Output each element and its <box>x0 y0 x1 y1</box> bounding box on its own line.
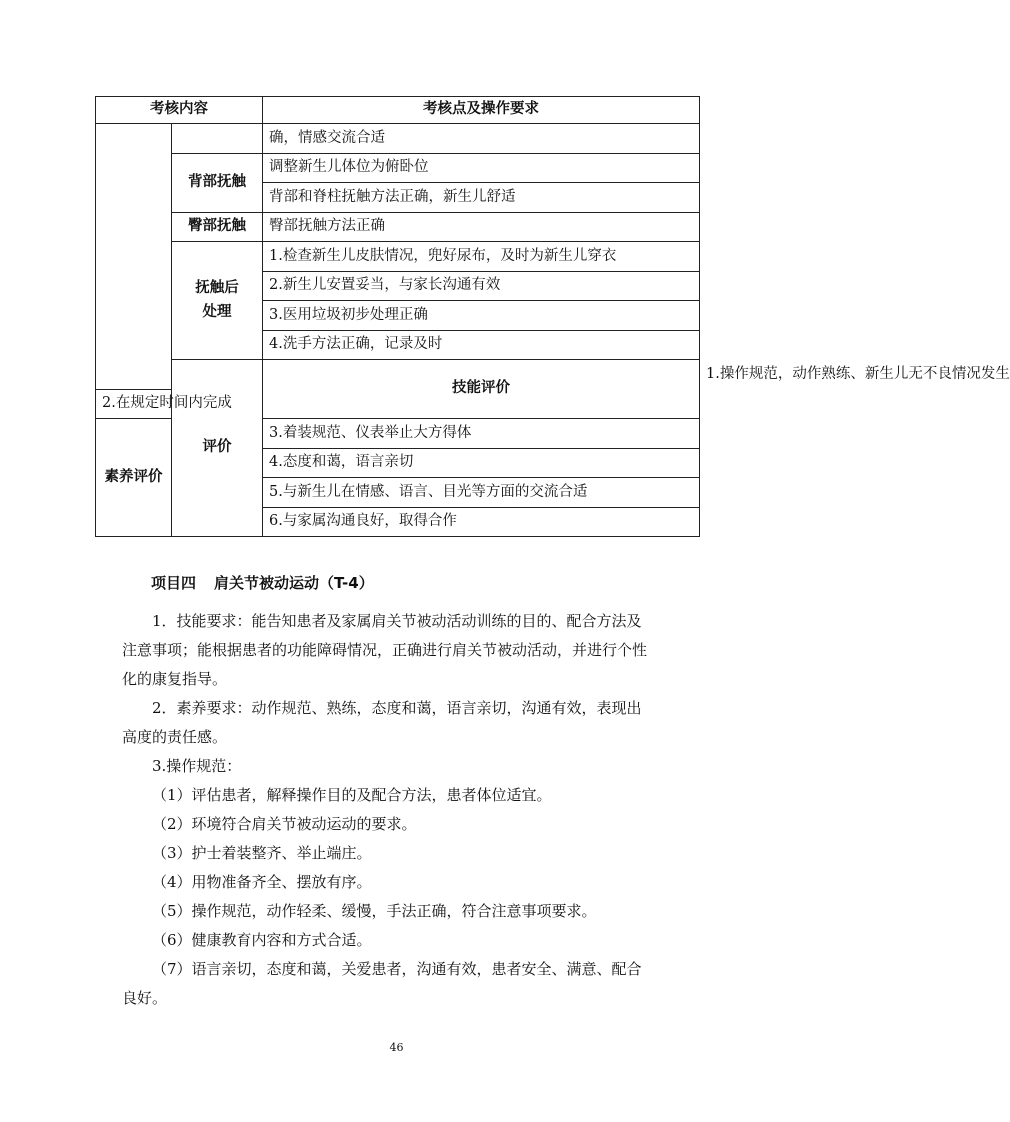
paragraph-literacy-line2: 高度的责任感。 <box>122 728 228 746</box>
blank-subcategory-cell <box>172 124 263 154</box>
table-cell: 确，情感交流合适 <box>263 124 700 154</box>
table-cell: 2.在规定时间内完成 <box>96 389 172 419</box>
table-cell: 2.新生儿安置妥当，与家长沟通有效 <box>263 271 700 301</box>
table-row <box>96 212 700 242</box>
literacy-evaluation-label: 素养评价 <box>96 419 172 537</box>
list-item: （1）评估患者，解释操作目的及配合方法，患者体位适宜。 <box>152 786 552 804</box>
list-item: （6）健康教育内容和方式合适。 <box>152 931 372 949</box>
after-touch-label-line1: 抚触后 <box>195 280 239 297</box>
after-touch-label <box>172 242 263 360</box>
table-cell: 背部和脊柱抚触方法正确，新生儿舒适 <box>263 183 700 213</box>
table-header-row <box>96 97 700 124</box>
list-item: （2）环境符合肩关节被动运动的要求。 <box>152 815 417 833</box>
table-cell: 1.检查新生儿皮肤情况，兜好尿布，及时为新生儿穿衣 <box>263 242 700 272</box>
section-number: 项目四 <box>151 574 197 592</box>
table-row <box>96 153 700 183</box>
after-touch-label-line2: 处理 <box>202 303 232 320</box>
table-cell: 4.态度和蔼，语言亲切 <box>263 448 700 478</box>
table-row <box>96 242 700 272</box>
paragraph-skill-line3: 化的康复指导。 <box>122 670 228 688</box>
evaluation-label: 评价 <box>172 360 263 537</box>
table-cell: 6.与家属沟通良好，取得合作 <box>263 507 700 537</box>
list-item: （5）操作规范，动作轻柔、缓慢，手法正确，符合注意事项要求。 <box>152 902 597 920</box>
section-heading <box>151 572 374 593</box>
paragraph-skill-line1: 1．技能要求：能告知患者及家属肩关节被动活动训练的目的、配合方法及 <box>152 612 642 630</box>
header-assessment-content: 考核内容 <box>96 97 263 124</box>
paragraph-literacy-line1: 2．素养要求：动作规范、熟练，态度和蔼，语言亲切，沟通有效，表现出 <box>152 699 642 717</box>
table-cell: 4.洗手方法正确，记录及时 <box>263 330 700 360</box>
list-item: （7）语言亲切，态度和蔼，关爱患者，沟通有效，患者安全、满意、配合 <box>152 960 642 978</box>
blank-category-cell <box>96 124 172 390</box>
table-cell: 3.医用垃圾初步处理正确 <box>263 301 700 331</box>
list-item: （3）护士着装整齐、举止端庄。 <box>152 844 372 862</box>
assessment-table <box>95 96 1010 537</box>
header-assessment-points: 考核点及操作要求 <box>263 97 700 124</box>
table-row <box>96 124 700 154</box>
hip-touch-label: 臀部抚触 <box>172 212 263 242</box>
list-item: （4）用物准备齐全、摆放有序。 <box>152 873 372 891</box>
skill-evaluation-label: 技能评价 <box>263 360 700 419</box>
table-cell: 3.着装规范、仪表举止大方得体 <box>263 419 700 449</box>
back-touch-label: 背部抚触 <box>172 153 263 212</box>
page-number: 46 <box>389 1041 404 1054</box>
table-cell: 调整新生儿体位为俯卧位 <box>263 153 700 183</box>
body-text <box>122 607 682 1013</box>
section-title: 肩关节被动运动（T-4） <box>214 574 374 592</box>
list-item-continuation: 良好。 <box>122 989 168 1007</box>
table-cell: 臀部抚触方法正确 <box>263 212 700 242</box>
table-row: 评价 技能评价 1.操作规范，动作熟练、新生儿无不良情况发生 <box>96 360 700 390</box>
table-cell: 5.与新生儿在情感、语言、目光等方面的交流合适 <box>263 478 700 508</box>
paragraph-operation-heading: 3.操作规范： <box>152 757 242 775</box>
paragraph-skill-line2: 注意事项；能根据患者的功能障碍情况，正确进行肩关节被动活动，并进行个性 <box>122 641 648 659</box>
